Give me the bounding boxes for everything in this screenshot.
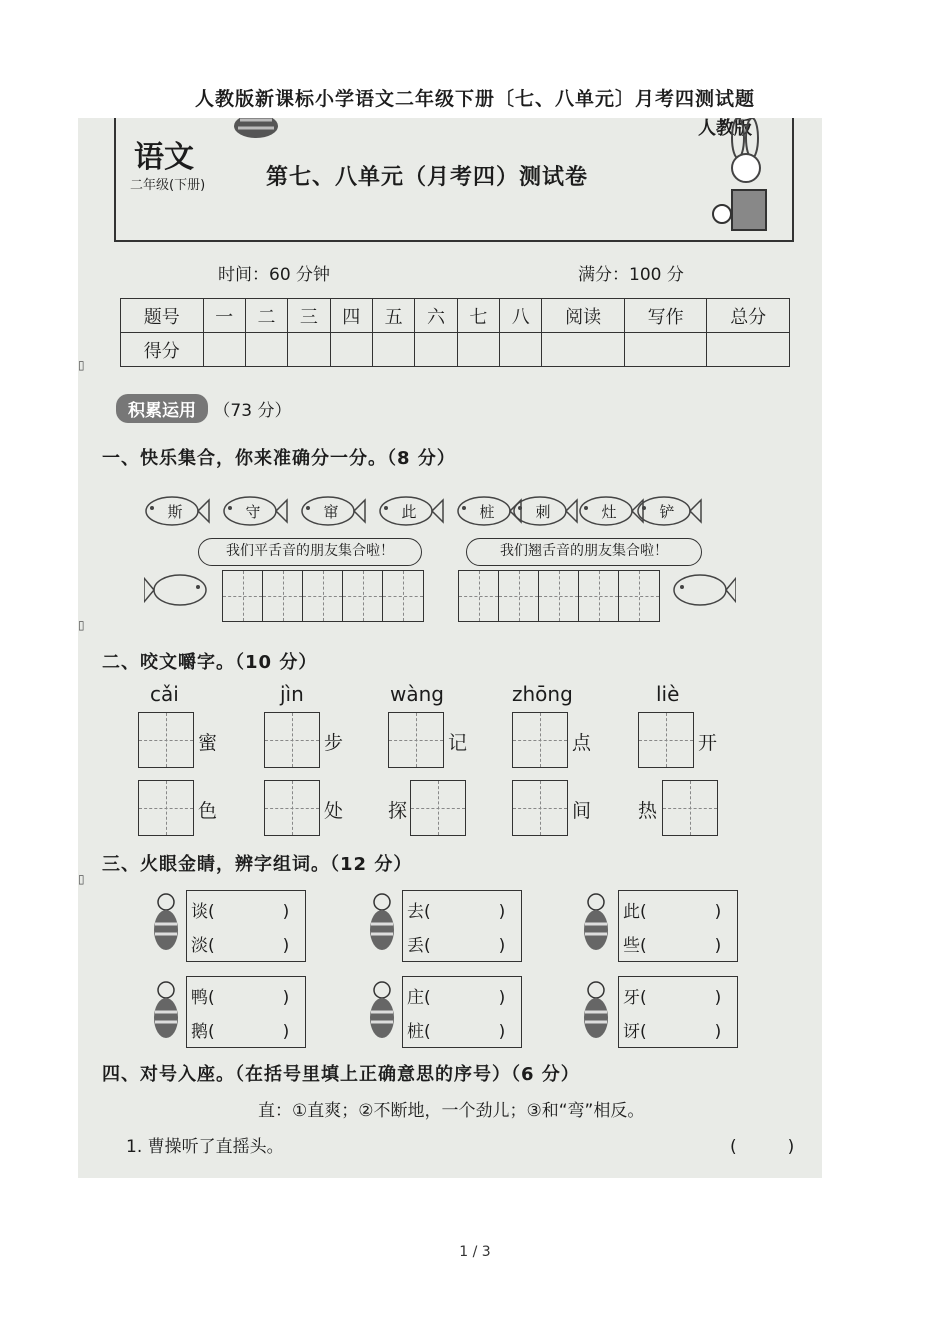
fish-character: 斯 (167, 503, 183, 521)
score-cell[interactable] (707, 333, 790, 367)
part-one-score: （73 分） (213, 401, 292, 421)
grade-label: 二年级(下册) (130, 178, 206, 193)
pair-line (191, 1017, 300, 1042)
pair-character: 桩 (407, 1022, 424, 1042)
pair-character: 淡 (191, 936, 208, 956)
word-blank[interactable]: ( ) (640, 936, 722, 956)
word-blank[interactable]: ( ) (640, 1022, 722, 1042)
retroflex-answer-grid[interactable] (458, 570, 660, 622)
tian-grid-box[interactable] (264, 712, 320, 768)
answer-cell[interactable] (383, 571, 423, 621)
pair-line (407, 897, 516, 922)
pair-line (623, 897, 732, 922)
tian-grid-box[interactable] (512, 712, 568, 768)
pair-line (407, 1017, 516, 1042)
answer-cell[interactable] (459, 571, 499, 621)
pair-character: 庄 (407, 988, 424, 1008)
word-character: 记 (448, 732, 468, 754)
question-4-item-1: 1. 曹操听了直摇头。 (126, 1137, 284, 1157)
word-pair-box (618, 890, 738, 962)
answer-cell[interactable] (619, 571, 659, 621)
table-header-cell: 五 (372, 299, 414, 333)
pinyin-label: cǎi (150, 682, 179, 706)
fish-card (142, 491, 210, 531)
score-cell[interactable] (542, 333, 625, 367)
binding-margin-mark: ▯ (78, 618, 85, 632)
exam-header-banner (114, 118, 794, 242)
bee-icon (578, 892, 614, 956)
pair-character: 讶 (623, 1022, 640, 1042)
answer-cell[interactable] (579, 571, 619, 621)
binding-margin-mark: ▯ (78, 358, 85, 372)
word-pair-box (402, 976, 522, 1048)
word-blank[interactable]: ( ) (208, 1022, 290, 1042)
bee-icon (148, 980, 184, 1044)
score-table-header-row (121, 299, 790, 333)
word-character: 间 (572, 800, 592, 822)
pair-character: 些 (623, 936, 640, 956)
score-cell[interactable] (203, 333, 245, 367)
score-table (120, 298, 790, 367)
tian-grid-box[interactable] (138, 712, 194, 768)
word-character: 处 (324, 800, 344, 822)
answer-cell[interactable] (539, 571, 579, 621)
word-character: 开 (698, 732, 718, 754)
tian-grid-box[interactable] (662, 780, 718, 836)
bee-icon (148, 892, 184, 956)
pair-line (191, 931, 300, 956)
pair-line (623, 983, 732, 1008)
fish-card (634, 491, 702, 531)
score-cell[interactable] (330, 333, 372, 367)
pair-character: 谈 (191, 902, 208, 922)
tian-grid-box[interactable] (638, 712, 694, 768)
table-header-cell: 六 (415, 299, 457, 333)
document-title: 人教版新课标小学语文二年级下册〔七、八单元〕月考四测试题 (194, 88, 755, 110)
table-header-cell: 四 (330, 299, 372, 333)
answer-cell[interactable] (303, 571, 343, 621)
table-header-cell: 八 (500, 299, 542, 333)
pair-line (191, 897, 300, 922)
fish-character: 铲 (659, 503, 675, 521)
score-cell[interactable] (372, 333, 414, 367)
page-number: 1 / 3 (459, 1244, 491, 1260)
tian-grid-box[interactable] (264, 780, 320, 836)
fish-character: 此 (401, 503, 417, 521)
score-cell[interactable] (245, 333, 287, 367)
word-blank[interactable]: ( ) (208, 936, 290, 956)
pinyin-label: zhōng (512, 682, 573, 706)
bee-icon (364, 980, 400, 1044)
table-header-cell: 三 (288, 299, 330, 333)
pair-line (407, 931, 516, 956)
word-character: 热 (638, 800, 658, 822)
bee-icon (364, 892, 400, 956)
pinyin-label: liè (656, 682, 680, 706)
score-cell[interactable] (624, 333, 707, 367)
fish-card (220, 491, 288, 531)
word-pair-box (186, 890, 306, 962)
table-header-cell: 总分 (707, 299, 790, 333)
bee-icon (578, 980, 614, 1044)
fish-card (298, 491, 366, 531)
pair-line (191, 983, 300, 1008)
answer-cell[interactable] (499, 571, 539, 621)
answer-cell[interactable] (223, 571, 263, 621)
exam-full-score: 满分：100 分 (578, 265, 684, 285)
word-character: 色 (198, 800, 218, 822)
fish-card (376, 491, 444, 531)
pair-line (407, 983, 516, 1008)
edition-label: 人教版 (698, 118, 752, 139)
pair-character: 鹅 (191, 1022, 208, 1042)
word-pair-box (402, 890, 522, 962)
word-blank[interactable]: ( ) (208, 902, 290, 922)
word-pair-box (186, 976, 306, 1048)
answer-cell[interactable] (263, 571, 303, 621)
part-one-label (116, 394, 291, 423)
pair-line (623, 1017, 732, 1042)
word-character: 探 (388, 800, 408, 822)
pinyin-label: wàng (390, 682, 444, 706)
table-header-cell: 写作 (624, 299, 707, 333)
exam-time: 时间：60 分钟 (218, 265, 331, 285)
word-character: 蜜 (198, 732, 218, 754)
fish-character: 桩 (479, 503, 495, 521)
question-4-title: 四、对号入座。（在括号里填上正确意思的序号）（6 分） (102, 1064, 580, 1085)
pair-character: 丢 (407, 936, 424, 956)
question-1-title: 一、快乐集合，你来准确分一分。（8 分） (102, 448, 456, 469)
flat-tongue-answer-grid[interactable] (222, 570, 424, 622)
score-cell[interactable] (288, 333, 330, 367)
question-2-title: 二、咬文嚼字。（10 分） (102, 652, 318, 673)
tian-grid-box[interactable] (138, 780, 194, 836)
fish-character: 守 (245, 503, 261, 521)
pair-character: 鸭 (191, 988, 208, 1008)
fish-character: 刺 (535, 503, 551, 521)
table-header-cell: 阅读 (542, 299, 625, 333)
big-fish-icon (670, 570, 736, 610)
pair-character: 此 (623, 902, 640, 922)
pair-line (623, 931, 732, 956)
word-blank[interactable]: ( ) (424, 902, 506, 922)
fish-character: 窜 (323, 503, 339, 521)
word-pair-box (618, 976, 738, 1048)
word-blank[interactable]: ( ) (208, 988, 290, 1008)
word-blank[interactable]: ( ) (640, 988, 722, 1008)
word-character: 步 (324, 732, 344, 754)
word-blank[interactable]: ( ) (424, 936, 506, 956)
pair-character: 牙 (623, 988, 640, 1008)
tian-grid-box[interactable] (410, 780, 466, 836)
question-3-title: 三、火眼金睛，辨字组词。（12 分） (102, 854, 413, 875)
rabbit-magician-icon (708, 118, 788, 236)
flat-tongue-bubble: 我们平舌音的朋友集合啦！ (198, 538, 422, 566)
tian-grid-box[interactable] (388, 712, 444, 768)
table-header-cell: 题号 (121, 299, 204, 333)
part-one-name: 积累运用 (116, 394, 208, 423)
pair-character: 去 (407, 902, 424, 922)
fish-card (510, 491, 578, 531)
word-blank[interactable]: ( ) (640, 902, 722, 922)
table-header-cell: 一 (203, 299, 245, 333)
scanned-exam-page (78, 118, 822, 1178)
bee-decoration-icon (226, 118, 286, 140)
score-cell[interactable] (457, 333, 499, 367)
table-header-cell: 二 (245, 299, 287, 333)
word-character: 点 (572, 732, 592, 754)
answer-cell[interactable] (343, 571, 383, 621)
pinyin-label: jìn (280, 682, 304, 706)
score-cell[interactable] (500, 333, 542, 367)
word-definition: 直：①直爽；②不断地，一个劲儿；③和“弯”相反。 (258, 1101, 645, 1121)
retroflex-bubble: 我们翘舌音的朋友集合啦！ (466, 538, 702, 566)
answer-blank[interactable]: ( ) (730, 1137, 795, 1157)
subject-label: 语文 (134, 140, 194, 175)
binding-margin-mark: ▯ (78, 872, 85, 886)
big-fish-icon (144, 570, 210, 610)
table-header-cell: 七 (457, 299, 499, 333)
word-blank[interactable]: ( ) (424, 988, 506, 1008)
score-cell[interactable] (415, 333, 457, 367)
score-table-score-row (121, 333, 790, 367)
fish-character: 灶 (601, 503, 617, 521)
tian-grid-box[interactable] (512, 780, 568, 836)
word-blank[interactable]: ( ) (424, 1022, 506, 1042)
table-row-label: 得分 (121, 333, 204, 367)
unit-test-title: 第七、八单元（月考四）测试卷 (266, 165, 589, 190)
